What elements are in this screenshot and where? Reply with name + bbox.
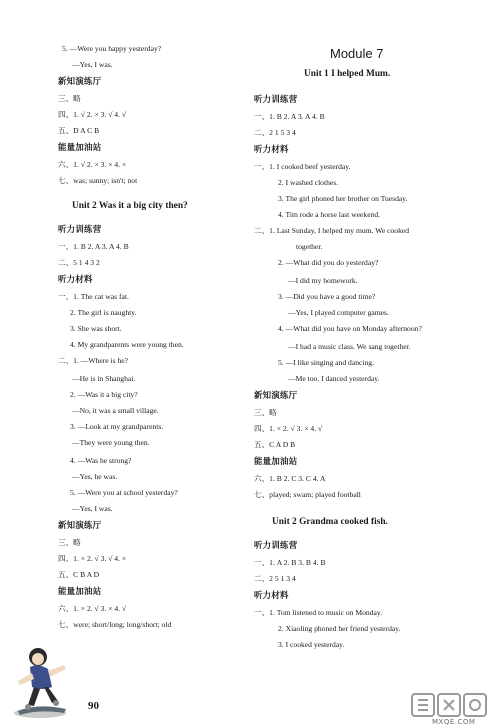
skater-mascot-illustration [8,643,78,723]
answer-line: —They were young then. [72,438,150,447]
unit-heading: Unit 2 Was it a big city then? [72,201,188,211]
answer-line: —Yes, I played computer games. [288,308,389,317]
answer-line: 5. —I like singing and dancing. [278,358,374,367]
section-heading: 听力材料 [58,274,93,284]
answer-line: 三、略 [254,408,277,417]
answer-line: 三、略 [58,94,81,103]
answer-line: 四、1. × 2. √ 3. √ 4. × [58,554,127,563]
unit-heading: Unit 1 I helped Mum. [304,69,391,79]
answer-line: 一、1. The cat was fat. [58,292,129,301]
answer-line: 5. —Were you happy yesterday? [62,44,162,53]
answer-line: 二、2 5 1 3 4 [254,574,296,583]
answer-line: 一、1. Tom listened to music on Monday. [254,608,383,617]
answer-line: 五、D A C B [58,126,100,135]
answer-line: 2. I washed clothes. [278,178,339,187]
answer-line: 四、1. √ 2. × 3. √ 4. √ [58,110,127,119]
answer-line: 3. —Look at my grandparents. [70,422,164,431]
answer-line: 4. —Was he strong? [70,456,132,465]
answer-line: 3. The girl phoned her brother on Tuesday. [278,194,408,203]
answer-line: together. [296,242,323,251]
answer-line: 二、5 1 4 3 2 [58,258,100,267]
section-heading: 新知演练厅 [58,76,102,86]
answer-line: 二、2 1 5 3 4 [254,128,296,137]
section-heading: 能量加油站 [254,456,298,466]
module-title: Module 7 [330,46,384,61]
answer-line: —Yes, I was. [72,504,113,513]
section-heading: 听力训练营 [254,540,298,550]
answer-line: 3. —Did you have a good time? [278,292,376,301]
answer-line: 5. —Were you at school yesterday? [70,488,178,497]
answer-line: 六、1. × 2. √ 3. × 4. √ [58,604,127,613]
answer-line: 3. I cooked yesterday. [278,640,345,649]
section-heading: 听力训练营 [58,224,102,234]
answer-line: 2. —What did you do yesterday? [278,258,379,267]
answer-line: 五、C B A D [58,570,100,579]
answer-line: 一、1. B 2. A 3. A 4. B [58,242,129,251]
answer-line: 2. Xiaoling phoned her friend yesterday. [278,624,401,633]
section-heading: 新知演练厅 [254,390,298,400]
answer-line: 2. The girl is naughty. [70,308,137,317]
answer-line: —I had a music class. We sang together. [288,342,411,351]
section-heading: 能量加油站 [58,142,102,152]
answer-line: —Yes, he was. [72,472,118,481]
answer-line: 二、1. Last Sunday, I helped my mum. We cooked [254,226,410,235]
answer-line: 一、1. B 2. A 3. A 4. B [254,112,325,121]
answer-line: 四、1. × 2. √ 3. × 4. √ [254,424,323,433]
answer-line: 4. Tim rode a horse last weekend. [278,210,381,219]
section-heading: 能量加油站 [58,586,102,596]
answer-line: 七、was; sunny; isn't; not [58,176,138,185]
section-heading: 听力材料 [254,144,289,154]
watermark-text: MXQE.COM [432,718,476,726]
watermark-logo [410,692,496,718]
answer-line: 五、C A D B [254,440,296,449]
answer-line: —Me too. I danced yesterday. [288,374,380,383]
answer-line: 一、1. A 2. B 3. B 4. B [254,558,326,567]
answer-line: —No, it was a small village. [72,406,159,415]
answer-line: 七、were; short/long; long/short; old [58,620,172,629]
answer-line: 三、略 [58,538,81,547]
section-heading: 听力材料 [254,590,289,600]
answer-line: 4. —What did you have on Monday afternoon? [278,324,422,333]
section-heading: 听力训练营 [254,94,298,104]
answer-line: 一、1. I cooked beef yesterday. [254,162,351,171]
answer-line: 二、1. —Where is he? [58,356,129,365]
answer-line: 七、played; swam; played football [254,490,361,499]
answer-line: 2. —Was it a big city? [70,390,138,399]
answer-line: —Yes, I was. [72,60,113,69]
answer-line: 六、1. B 2. C 3. C 4. A [254,474,326,483]
page-number: 90 [88,700,99,712]
section-heading: 新知演练厅 [58,520,102,530]
unit-heading: Unit 2 Grandma cooked fish. [272,517,388,527]
answer-line: —He is in Shanghai. [72,374,136,383]
answer-line: 4. My grandparents were young then. [70,340,184,349]
answer-line: 六、1. √ 2. × 3. × 4. × [58,160,127,169]
answer-line: —I did my homework. [288,276,358,285]
answer-line: 3. She was short. [70,324,122,333]
